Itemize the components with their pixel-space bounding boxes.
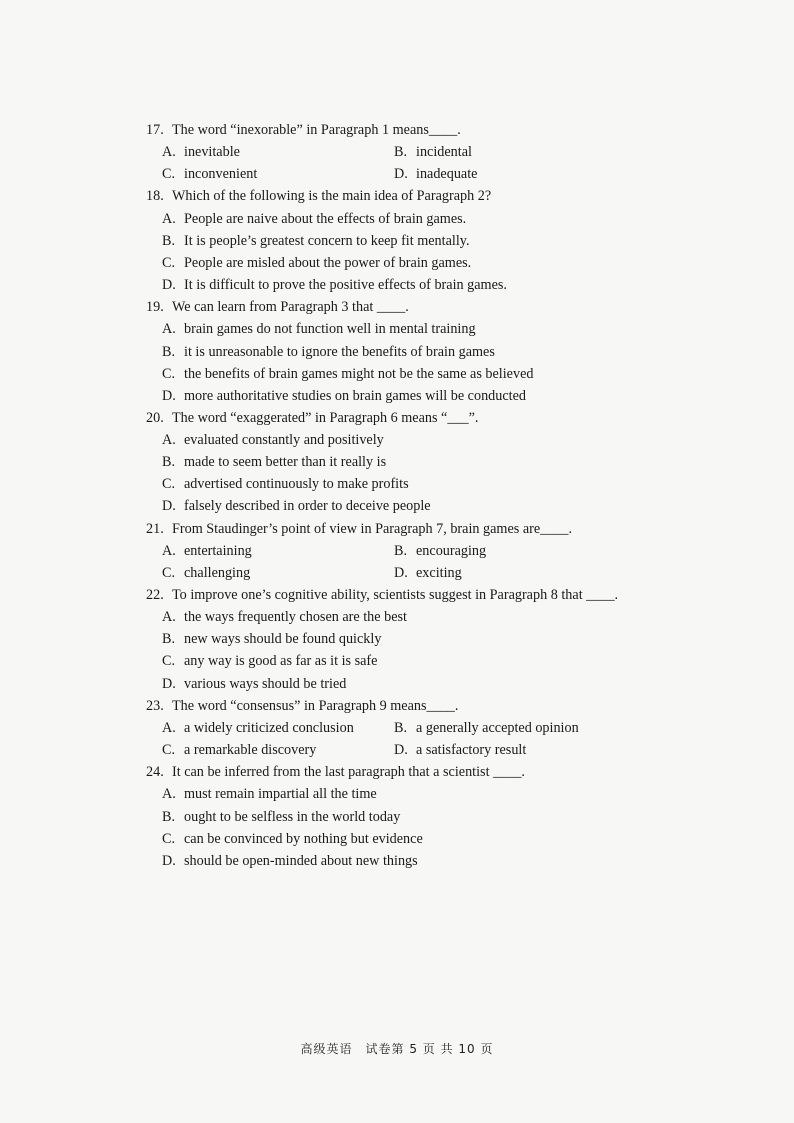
option-b [162, 628, 666, 650]
question-23 [146, 695, 666, 761]
question-stem [146, 407, 666, 429]
option-c [162, 650, 666, 672]
option-text: exciting [416, 564, 462, 581]
option-b [394, 717, 624, 739]
option-text: encouraging [416, 542, 487, 559]
question-21 [146, 518, 666, 584]
option-letter: B. [394, 719, 408, 736]
option-text: challenging [184, 564, 251, 581]
option-a [162, 783, 666, 805]
option-letter: D. [394, 166, 408, 183]
option-letter: D. [394, 564, 408, 581]
option-text: inadequate [416, 166, 478, 183]
question-number: 21. [146, 520, 164, 537]
option-text: entertaining [184, 542, 252, 559]
option-letter: B. [394, 542, 408, 559]
question-stem [146, 518, 666, 540]
option-text: advertised continuously to make profits [184, 476, 409, 493]
question-number: 24. [146, 764, 164, 781]
option-letter: C. [162, 742, 176, 759]
option-d [394, 739, 624, 761]
question-number: 20. [146, 409, 164, 426]
option-text: inconvenient [184, 166, 258, 183]
option-c [162, 363, 666, 385]
question-text: The word “exaggerated” in Paragraph 6 means “___”. [172, 409, 479, 426]
option-letter: C. [162, 564, 176, 581]
option-a [162, 717, 394, 739]
option-text: made to seem better than it really is [184, 454, 387, 471]
option-letter: B. [162, 808, 176, 825]
option-c [162, 562, 394, 584]
question-text: From Staudinger’s point of view in Paragraph 7, brain games are____. [172, 520, 573, 537]
question-24 [146, 761, 666, 872]
option-b [162, 806, 666, 828]
option-text: falsely described in order to deceive people [184, 498, 431, 515]
question-text: We can learn from Paragraph 3 that ____. [172, 299, 409, 316]
question-text: The word “consensus” in Paragraph 9 means____. [172, 697, 459, 714]
option-text: a generally accepted opinion [416, 719, 579, 736]
option-letter: A. [162, 786, 176, 803]
option-letter: C. [162, 653, 176, 670]
option-letter: C. [162, 365, 176, 382]
question-stem [146, 761, 666, 783]
question-stem [146, 185, 666, 207]
question-number: 23. [146, 697, 164, 714]
question-stem [146, 584, 666, 606]
option-text: any way is good as far as it is safe [184, 653, 378, 670]
option-b [162, 341, 666, 363]
option-letter: A. [162, 432, 176, 449]
option-d [394, 562, 624, 584]
option-a [162, 318, 666, 340]
question-number: 19. [146, 299, 164, 316]
option-b [394, 141, 624, 163]
option-letter: B. [394, 144, 408, 161]
question-text: The word “inexorable” in Paragraph 1 means____. [172, 122, 461, 138]
question-text: Which of the following is the main idea of Paragraph 2? [172, 188, 492, 205]
option-letter: B. [162, 232, 176, 249]
option-b [394, 540, 624, 562]
option-a [162, 429, 666, 451]
option-d [162, 495, 666, 517]
option-text: a widely criticized conclusion [184, 719, 354, 736]
question-stem [146, 119, 666, 141]
option-a [162, 208, 666, 230]
option-text: People are naive about the effects of brain games. [184, 210, 467, 227]
option-d [394, 163, 624, 185]
option-text: inevitable [184, 144, 240, 161]
option-list [146, 141, 666, 185]
option-letter: B. [162, 343, 176, 360]
option-b [162, 451, 666, 473]
question-22 [146, 584, 666, 695]
question-17 [146, 119, 666, 185]
option-letter: D. [394, 742, 408, 759]
option-list [146, 429, 666, 517]
option-letter: D. [162, 387, 176, 404]
question-text: It can be inferred from the last paragraph that a scientist ____. [172, 764, 525, 781]
option-text: should be open-minded about new things [184, 852, 418, 869]
option-b [162, 230, 666, 252]
question-18 [146, 185, 666, 296]
option-text: a satisfactory result [416, 742, 527, 759]
option-text: It is difficult to prove the positive effects of brain games. [184, 277, 507, 294]
question-stem [146, 695, 666, 717]
option-c [162, 473, 666, 495]
option-list [146, 783, 666, 871]
option-text: more authoritative studies on brain games will be conducted [184, 387, 526, 404]
option-letter: D. [162, 277, 176, 294]
option-text: a remarkable discovery [184, 742, 317, 759]
option-list [146, 717, 666, 761]
option-text: new ways should be found quickly [184, 631, 382, 648]
option-text: People are misled about the power of brain games. [184, 254, 472, 271]
option-text: evaluated constantly and positively [184, 432, 384, 449]
option-d [162, 274, 666, 296]
question-list [146, 119, 666, 872]
option-list [146, 208, 666, 296]
option-a [162, 141, 394, 163]
option-letter: A. [162, 609, 176, 626]
option-text: the benefits of brain games might not be the same as believed [184, 365, 534, 382]
question-19 [146, 296, 666, 407]
option-letter: C. [162, 476, 176, 493]
option-d [162, 673, 666, 695]
option-text: It is people’s greatest concern to keep fit mentally. [184, 232, 470, 249]
option-c [162, 739, 394, 761]
option-letter: C. [162, 830, 176, 847]
option-letter: B. [162, 631, 176, 648]
option-letter: C. [162, 166, 176, 183]
question-number: 22. [146, 586, 164, 603]
option-text: various ways should be tried [184, 675, 347, 692]
option-letter: D. [162, 498, 176, 515]
option-c [162, 163, 394, 185]
option-text: brain games do not function well in mental training [184, 321, 476, 338]
option-c [162, 252, 666, 274]
option-text: incidental [416, 144, 472, 161]
option-letter: A. [162, 210, 176, 227]
option-d [162, 850, 666, 872]
question-text: To improve one’s cognitive ability, scientists suggest in Paragraph 8 that ____. [172, 586, 619, 603]
option-list [146, 318, 666, 406]
option-letter: A. [162, 321, 176, 338]
question-stem [146, 296, 666, 318]
option-text: must remain impartial all the time [184, 786, 377, 803]
question-number: 17. [146, 122, 164, 138]
option-text: the ways frequently chosen are the best [184, 609, 407, 626]
option-letter: B. [162, 454, 176, 471]
option-text: can be convinced by nothing but evidence [184, 830, 423, 847]
option-letter: A. [162, 542, 176, 559]
option-c [162, 828, 666, 850]
option-d [162, 385, 666, 407]
option-letter: A. [162, 719, 176, 736]
question-20 [146, 407, 666, 518]
option-a [162, 606, 666, 628]
option-list [146, 540, 666, 584]
option-letter: A. [162, 144, 176, 161]
option-letter: C. [162, 254, 176, 271]
option-text: it is unreasonable to ignore the benefits of brain games [184, 343, 495, 360]
option-a [162, 540, 394, 562]
option-list [146, 606, 666, 694]
option-letter: D. [162, 675, 176, 692]
question-number: 18. [146, 188, 164, 205]
option-letter: D. [162, 852, 176, 869]
page-footer: 高级英语 试卷第 5 页 共 10 页 [300, 1042, 494, 1056]
option-text: ought to be selfless in the world today [184, 808, 401, 825]
